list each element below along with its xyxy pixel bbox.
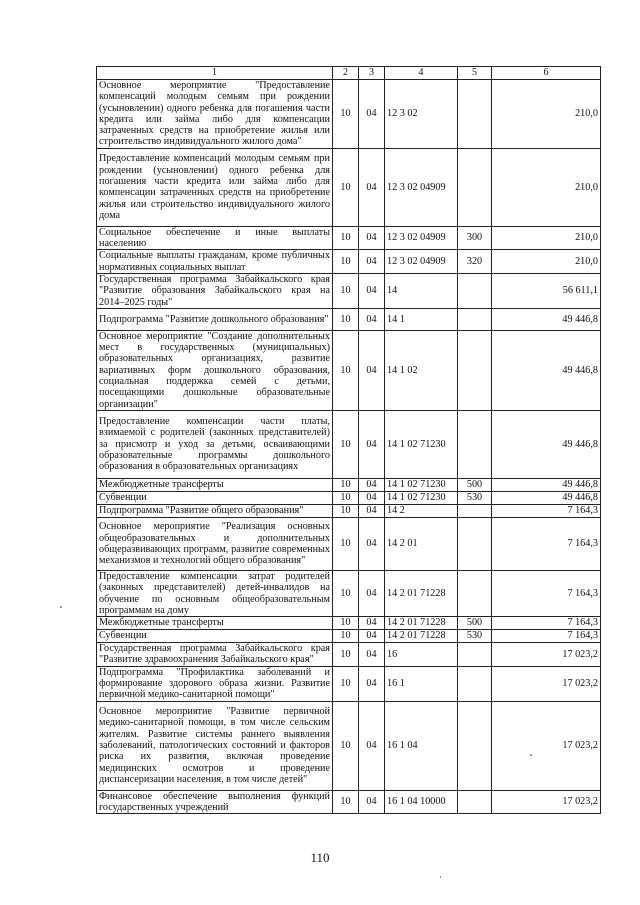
table-row — [97, 410, 601, 478]
cell-target-article: 14 1 — [385, 308, 458, 330]
header-col-1: 1 — [97, 67, 333, 80]
cell-expense-type — [458, 570, 492, 616]
header-col-3: 3 — [359, 67, 385, 80]
cell-name: Социальное обеспечение и иные выплаты населению — [97, 226, 333, 250]
scan-speck — [440, 876, 441, 878]
table-row — [97, 250, 601, 274]
cell-expense-type — [458, 666, 492, 701]
cell-subsection: 04 — [359, 250, 385, 274]
cell-name: Социальные выплаты гражданам, кроме публичных нормативных социальных выплат — [97, 250, 333, 274]
table-row — [97, 308, 601, 330]
cell-subsection: 04 — [359, 410, 385, 478]
cell-target-article: 14 1 02 71230 — [385, 410, 458, 478]
cell-amount: 7 164,3 — [492, 504, 601, 517]
table-row — [97, 330, 601, 410]
cell-section: 10 — [333, 226, 359, 250]
table-row — [97, 643, 601, 667]
cell-name: Государственная программа Забайкальского края "Развитие здравоохранения Забайкальского края" — [97, 643, 333, 667]
cell-amount: 210,0 — [492, 250, 601, 274]
cell-subsection: 04 — [359, 80, 385, 149]
cell-subsection: 04 — [359, 630, 385, 643]
cell-target-article: 14 2 01 71228 — [385, 617, 458, 630]
table-row — [97, 666, 601, 701]
table-header-row — [97, 67, 601, 80]
cell-expense-type: 300 — [458, 226, 492, 250]
cell-amount: 7 164,3 — [492, 570, 601, 616]
cell-section: 10 — [333, 666, 359, 701]
cell-expense-type — [458, 330, 492, 410]
cell-name: Субвенции — [97, 491, 333, 504]
cell-expense-type: 500 — [458, 478, 492, 491]
cell-subsection: 04 — [359, 478, 385, 491]
cell-section: 10 — [333, 701, 359, 790]
table-row — [97, 226, 601, 250]
cell-name: Предоставление компенсации затрат родителей (законных представителей) детей-инвалидов на обучение по основным общеобразовательным программам на дому — [97, 570, 333, 616]
cell-amount: 49 446,8 — [492, 330, 601, 410]
cell-target-article: 14 2 01 — [385, 517, 458, 570]
cell-target-article: 12 3 02 — [385, 80, 458, 149]
table-row — [97, 80, 601, 149]
table-row — [97, 517, 601, 570]
cell-name: Основное мероприятие "Реализация основных общеобразовательных и дополнительных общеразвивающих программ, развитие современных механизмов и технологий общего образования" — [97, 517, 333, 570]
cell-name: Государственная программа Забайкальского края "Развитие образования Забайкальского края на 2014–2025 годы" — [97, 273, 333, 308]
cell-amount: 210,0 — [492, 80, 601, 149]
cell-expense-type — [458, 410, 492, 478]
cell-amount: 56 611,1 — [492, 273, 601, 308]
cell-expense-type: 500 — [458, 617, 492, 630]
table-row — [97, 701, 601, 790]
cell-amount: 49 446,8 — [492, 410, 601, 478]
cell-name: Основное мероприятие "Создание дополнительных мест в государственных (муниципальных) образовательных организациях, развитие вариативных форм дошкольного образования, социальная поддержка семей с детьми, посещающими дошкольные образовательные организации" — [97, 330, 333, 410]
cell-name: Межбюджетные трансферты — [97, 478, 333, 491]
cell-name: Межбюджетные трансферты — [97, 617, 333, 630]
cell-target-article: 12 3 02 04909 — [385, 226, 458, 250]
header-col-2: 2 — [333, 67, 359, 80]
cell-target-article: 14 2 01 71228 — [385, 570, 458, 616]
cell-amount: 17 023,2 — [492, 701, 601, 790]
cell-target-article: 16 1 04 10000 — [385, 790, 458, 814]
cell-subsection: 04 — [359, 148, 385, 226]
cell-section: 10 — [333, 790, 359, 814]
cell-target-article: 14 2 — [385, 504, 458, 517]
cell-target-article: 14 2 01 71228 — [385, 630, 458, 643]
table-row — [97, 570, 601, 616]
cell-subsection: 04 — [359, 570, 385, 616]
cell-section: 10 — [333, 250, 359, 274]
cell-expense-type — [458, 80, 492, 149]
table-row — [97, 491, 601, 504]
table-row — [97, 478, 601, 491]
cell-section: 10 — [333, 643, 359, 667]
cell-name: Основное мероприятие "Развитие первичной медико-санитарной помощи, в том числе сельским жителям. Развитие системы раннего выявления заболеваний, патологических состояний и факторов риска их развития, включая проведение медицинских осмотров и проведение диспансеризации населения, в том числе детей" — [97, 701, 333, 790]
cell-amount: 49 446,8 — [492, 478, 601, 491]
cell-amount: 7 164,3 — [492, 630, 601, 643]
cell-name: Основное мероприятие "Предоставление компенсаций молодым семьям при рождении (усыновлении) одного ребенка для погашения части кредита или займа либо для компенсации затраченных средств на приобретение жилья или строительство индивидуального жилого дома" — [97, 80, 333, 149]
cell-amount: 7 164,3 — [492, 617, 601, 630]
cell-section: 10 — [333, 148, 359, 226]
cell-target-article: 14 1 02 71230 — [385, 491, 458, 504]
cell-expense-type — [458, 504, 492, 517]
cell-subsection: 04 — [359, 308, 385, 330]
cell-name: Предоставление компенсации части платы, взимаемой с родителей (законных представителей) за присмотр и уход за детьми, осваивающими образовательные программы дошкольного образования в образовательных организациях — [97, 410, 333, 478]
cell-target-article: 16 1 — [385, 666, 458, 701]
cell-expense-type — [458, 308, 492, 330]
cell-section: 10 — [333, 491, 359, 504]
cell-subsection: 04 — [359, 226, 385, 250]
cell-name: Подпрограмма "Профилактика заболеваний и формирование здорового образа жизни. Развитие первичной медико-санитарной помощи" — [97, 666, 333, 701]
cell-target-article: 14 1 02 71230 — [385, 478, 458, 491]
cell-target-article: 12 3 02 04909 — [385, 250, 458, 274]
table-row — [97, 273, 601, 308]
cell-expense-type — [458, 273, 492, 308]
table-row — [97, 148, 601, 226]
table-row — [97, 790, 601, 814]
cell-name: Финансовое обеспечение выполнения функций государственных учреждений — [97, 790, 333, 814]
cell-amount: 17 023,2 — [492, 666, 601, 701]
cell-expense-type: 530 — [458, 630, 492, 643]
cell-subsection: 04 — [359, 491, 385, 504]
cell-expense-type — [458, 701, 492, 790]
cell-amount: 210,0 — [492, 226, 601, 250]
cell-amount: 210,0 — [492, 148, 601, 226]
cell-subsection: 04 — [359, 330, 385, 410]
cell-amount: 7 164,3 — [492, 517, 601, 570]
table-body — [97, 80, 601, 814]
cell-name: Подпрограмма "Развитие дошкольного образования" — [97, 308, 333, 330]
cell-amount: 49 446,8 — [492, 491, 601, 504]
cell-name: Субвенции — [97, 630, 333, 643]
header-col-6: 6 — [492, 67, 601, 80]
cell-subsection: 04 — [359, 617, 385, 630]
header-col-4: 4 — [385, 67, 458, 80]
cell-amount: 49 446,8 — [492, 308, 601, 330]
cell-expense-type — [458, 790, 492, 814]
cell-subsection: 04 — [359, 643, 385, 667]
cell-name: Подпрограмма "Развитие общего образования" — [97, 504, 333, 517]
cell-section: 10 — [333, 517, 359, 570]
header-col-5: 5 — [458, 67, 492, 80]
cell-section: 10 — [333, 504, 359, 517]
cell-section: 10 — [333, 330, 359, 410]
scan-speck — [60, 606, 62, 608]
cell-subsection: 04 — [359, 273, 385, 308]
cell-amount: 17 023,2 — [492, 643, 601, 667]
cell-amount: 17 023,2 — [492, 790, 601, 814]
budget-table — [96, 66, 601, 814]
cell-subsection: 04 — [359, 666, 385, 701]
cell-expense-type — [458, 643, 492, 667]
cell-target-article: 14 1 02 — [385, 330, 458, 410]
cell-expense-type: 530 — [458, 491, 492, 504]
cell-section: 10 — [333, 478, 359, 491]
cell-target-article: 12 3 02 04909 — [385, 148, 458, 226]
table-row — [97, 617, 601, 630]
cell-section: 10 — [333, 410, 359, 478]
cell-subsection: 04 — [359, 517, 385, 570]
cell-subsection: 04 — [359, 790, 385, 814]
table-row — [97, 504, 601, 517]
cell-section: 10 — [333, 80, 359, 149]
cell-target-article: 14 — [385, 273, 458, 308]
cell-expense-type — [458, 148, 492, 226]
cell-section: 10 — [333, 617, 359, 630]
cell-expense-type — [458, 517, 492, 570]
cell-subsection: 04 — [359, 504, 385, 517]
cell-name: Предоставление компенсаций молодым семьям при рождении (усыновлении) одного ребенка для погашения части кредита или займа либо для компенсации затраченных средств на приобретение жилья или строительство индивидуального жилого дома — [97, 148, 333, 226]
table-row — [97, 630, 601, 643]
page-number: 110 — [310, 850, 330, 865]
cell-target-article: 16 1 04 — [385, 701, 458, 790]
cell-section: 10 — [333, 273, 359, 308]
cell-expense-type: 320 — [458, 250, 492, 274]
cell-section: 10 — [333, 570, 359, 616]
cell-target-article: 16 — [385, 643, 458, 667]
cell-subsection: 04 — [359, 701, 385, 790]
cell-section: 10 — [333, 308, 359, 330]
scan-speck — [530, 754, 532, 756]
cell-section: 10 — [333, 630, 359, 643]
